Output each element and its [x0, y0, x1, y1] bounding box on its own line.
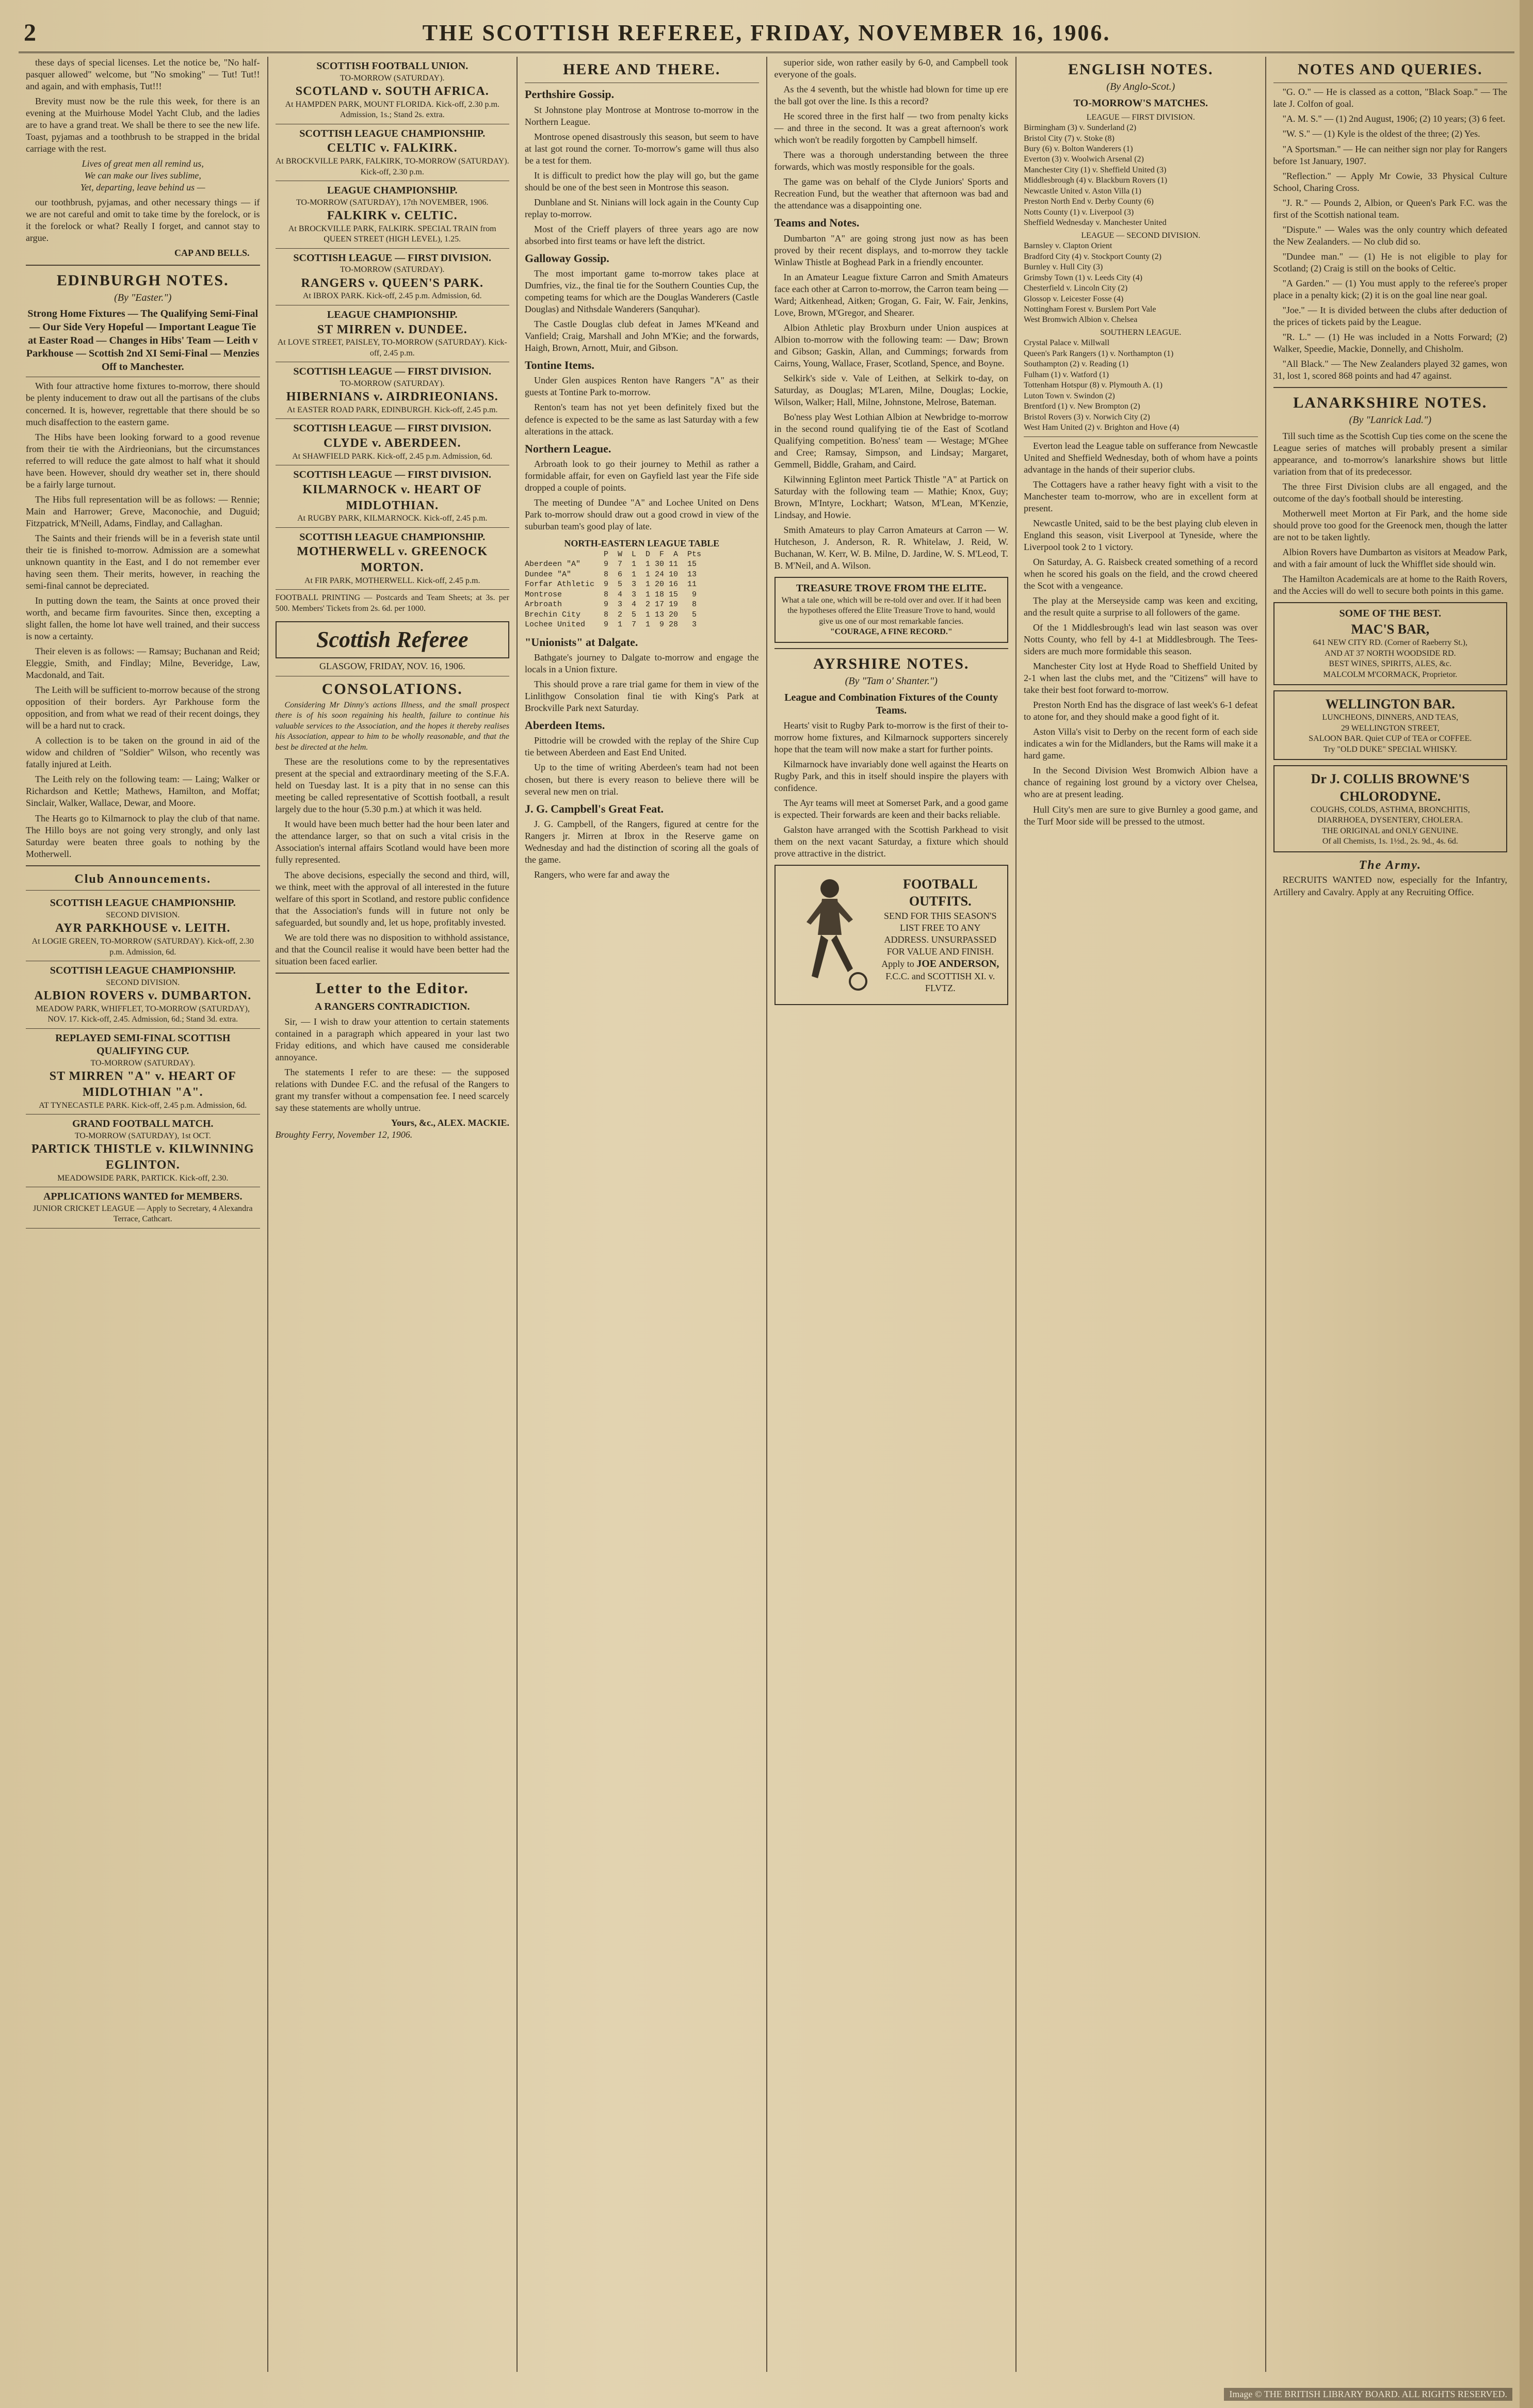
- section-heading: CONSOLATIONS.: [321, 680, 463, 698]
- list-item: Everton (3) v. Woolwich Arsenal (2): [1024, 155, 1144, 164]
- list-item: Bury (6) v. Bolton Wanderers (1): [1024, 144, 1133, 153]
- subsection-heading: Tontine Items.: [525, 359, 594, 372]
- signoff: CAP AND BELLS.: [174, 248, 250, 258]
- query-item: "Joe." — It is divided between the clubs after deduction of the prices of tickets paid by the League.: [1273, 304, 1507, 327]
- subsection-heading: Northern League.: [525, 442, 611, 455]
- paragraph: Everton lead the League table on sufferance from Newcastle United and Sheffield Wednesday, both of whom have a points advantage in the hands of their superior clubs.: [1024, 440, 1258, 475]
- list-item: Brentford (1) v. New Brompton (2): [1024, 402, 1140, 411]
- paragraph: Of the 1 Middlesbrough's lead win last season was over Notts County, who fell by 4-1 at Middlesbrough. The Tees-siders are much more formidable this season.: [1024, 622, 1258, 657]
- paragraph: Under Glen auspices Renton have Rangers "A" as their guests at Tontine Park to-morrow.: [525, 375, 759, 398]
- club-notice: SCOTTISH LEAGUE CHAMPIONSHIP. SECOND DIVISION. ALBION ROVERS v. DUMBARTON. MEADOW PARK, WHIFFLET, TO-MORROW (SATURDAY), NOV. 17. Kick-off, 2.45. Admission, 6d.; Stand 3d. extra.: [26, 961, 260, 1029]
- query-item: "All Black." — The New Zealanders played 32 games, won 31, lost 1, scored 868 points and had 47 against.: [1273, 359, 1507, 381]
- paragraph: The Hibs have been looking forward to a good revenue from their tie with the Airdrieonians, but the circumstances referred to will reduce the gate almost to half what it should have been. However, should dry weather set in, there should be a fairly large turnout.: [26, 431, 260, 490]
- paragraph: superior side, won rather easily by 6-0, and Campbell took everyone of the goals.: [774, 57, 1008, 80]
- paragraph: Manchester City lost at Hyde Road to Sheffield United by 2-1 when last the clubs met, and the "Citizens" will have to take their best foot forward to-morrow.: [1024, 661, 1258, 696]
- match-notice: SCOTTISH LEAGUE CHAMPIONSHIP. CELTIC v. FALKIRK. At BROCKVILLE PARK, FALKIRK, TO-MORROW (SATURDAY). Kick-off, 2.30 p.m.: [276, 124, 510, 181]
- paragraph: Motherwell meet Morton at Fir Park, and the home side should prove too good for the Greenock men, though the latter are not to be taken lightly.: [1273, 508, 1507, 543]
- column-4: [767, 57, 1017, 2372]
- paragraph: The Hamilton Academicals are at home to the Raith Rovers, and the Accies will do well to secure both points in this game.: [1273, 574, 1507, 596]
- dateline: GLASGOW, FRIDAY, NOV. 16, 1906.: [319, 661, 465, 672]
- paragraph: It is difficult to predict how the play will go, but the game should be one of the best seen in Montrose this season.: [525, 170, 759, 192]
- paragraph: Hull City's men are sure to give Burnley a good game, and the Turf Moor side will be pressed to the utmost.: [1024, 804, 1258, 827]
- query-item: "G. O." — He is classed as a cotton, "Black Soap." — The late J. Colfon of goal.: [1273, 87, 1507, 109]
- deck: League and Combination Fixtures of the County Teams.: [784, 691, 998, 717]
- query-item: "Dispute." — Wales was the only country which defeated the New Zealanders. — No club did so.: [1273, 224, 1507, 247]
- subsection-heading: Teams and Notes.: [774, 216, 860, 230]
- paragraph: On Saturday, A. G. Raisbeck created something of a record when he scored his goals on the field, and the crowd cheered the Scot with a vengeance.: [1024, 556, 1258, 591]
- paragraph: Till such time as the Scottish Cup ties come on the scene the League series of matches will probably present a similar appearance, and to-morrow's lanarkshire shows but little variation from that of its predecessor.: [1273, 431, 1507, 477]
- paragraph: Selkirk's side v. Vale of Leithen, at Selkirk to-day, on Saturday, as Douglas; M'Laren, Milne, Douglas; Lockie, Wilson, Walker; Hall, Milne, Johnstone, Melrose, Bateman.: [774, 373, 1008, 407]
- paragraph: Kilwinning Eglinton meet Partick Thistle "A" at Partick on Saturday with the following team — Mathie; Knox, Guy; Brown, M'Intyre, Lockhart; Watson, M'Lean, M'Kenzie, Lindsay, and Howie.: [774, 474, 1008, 521]
- divider: [26, 890, 260, 891]
- query-item: "A Sportsman." — He can neither sign nor play for Rangers before 1st January, 1907.: [1273, 143, 1507, 166]
- table-row: Arbroath 9 3 4 2 17 19 8: [525, 600, 697, 609]
- paragraph: Bo'ness play West Lothian Albion at Newbridge to-morrow in the second round qualifying tie of the East of Scotland Qualifying competition. Bo'ness' team — Westage; M'Ghee and Cree; Ramsay, Simpson, and Lindsay; Margaret, Gemmell, Biddle, Graham, and Caird.: [774, 411, 1008, 470]
- match-notice: LEAGUE CHAMPIONSHIP. ST MIRREN v. DUNDEE. At LOVE STREET, PAISLEY, TO-MORROW (SATURDAY). Kick-off, 2.45 p.m.: [276, 305, 510, 362]
- table-title: NORTH-EASTERN LEAGUE TABLE: [564, 538, 720, 548]
- printing-notice: FOOTBALL PRINTING — Postcards and Team Sheets; at 3s. per 500. Members' Tickets from 2s. 6d. per 1000.: [275, 593, 509, 613]
- paragraph: The most important game to-morrow takes place at Dumfries, viz., the final tie for the Southern Counties Cup, the competing teams for which are the Douglas Wanderers (Castle Douglas) and Nithsdale Wanderers (Sanquhar).: [525, 268, 759, 315]
- match-notice: SCOTTISH LEAGUE CHAMPIONSHIP. MOTHERWELL v. GREENOCK MORTON. At FIR PARK, MOTHERWELL. Kick-off, 2.45 p.m.: [276, 528, 510, 590]
- section-heading: The Army.: [1359, 858, 1422, 872]
- paragraph: In an Amateur League fixture Carron and Smith Amateurs face each other at Carron to-morrow, the Carron team being — Ward; Aitkenhead, Aitken; Grogan, G. Fair, W. Fair, Jenkins, Love, Brown, M'Gregor, and Shearer.: [774, 271, 1008, 318]
- paragraph: With four attractive home fixtures to-morrow, there should be plenty inducement to draw out all the partisans of the clubs concerned. It is, however, regrettable that there should be so much disaffection to the eastern game.: [26, 381, 260, 427]
- footballer-illustration-icon: [781, 873, 874, 997]
- match-notice: SCOTTISH FOOTBALL UNION. TO-MORROW (SATURDAY). SCOTLAND v. SOUTH AFRICA. At HAMPDEN PARK, MOUNT FLORIDA. Kick-off, 2.30 p.m. Admission, 1s.; Stand 2s. extra.: [276, 57, 510, 124]
- paragraph: Their eleven is as follows: — Ramsay; Buchanan and Reid; Eleggie, Smith, and Findlay; Milne, Beveridge, Law, Macdonald, and Tait.: [26, 646, 260, 681]
- lead-text: these days of special licenses. Let the notice be, "No half-pasquer allowed" welcome, but "No smoking" — Tut! Tut!! and again, and with emphasis, Tut!!!: [26, 57, 260, 92]
- list-item: Bradford City (4) v. Stockport County (2): [1024, 252, 1161, 261]
- paragraph: In the Second Division West Bromwich Albion have a chance of regaining lost ground by a victory over Chelsea, who are at present leading.: [1024, 765, 1258, 800]
- query-item: "Dundee man." — (1) He is not eligible to play for Scotland; (2) Craig is still on the books of Celtic.: [1273, 251, 1507, 273]
- section-heading: HERE AND THERE.: [563, 61, 721, 78]
- table-row: Lochee United 9 1 7 1 9 28 3: [525, 620, 697, 629]
- fixtures-list: [1024, 123, 1258, 229]
- byline: (By "Tam o' Shanter."): [845, 675, 938, 687]
- fixtures-subheading: LEAGUE — SECOND DIVISION.: [1081, 231, 1201, 240]
- letter-place: Broughty Ferry, November 12, 1906.: [275, 1129, 413, 1140]
- paragraph: The three First Division clubs are all engaged, and the outcome of the day's football should be interesting.: [1273, 481, 1507, 504]
- paragraph: Albion Athletic play Broxburn under Union auspices at Albion to-morrow with the following team: — Daw; Brown and Gibson; Gaskin, Allan, and Cummings; forwards from Cairns, Young, Wallace, Fraser, Scotland, Spence, and Boyne.: [774, 322, 1008, 368]
- paragraph: Arbroath look to go their journey to Methil as rather a formidable affair, for even on Gayfield last year the Fife side dropped a couple of points.: [525, 458, 759, 493]
- subsection-heading: Perthshire Gossip.: [525, 88, 615, 101]
- section-heading: ENGLISH NOTES.: [1068, 61, 1214, 78]
- divider: [26, 265, 260, 266]
- list-item: Tottenham Hotspur (8) v. Plymouth A. (1): [1024, 381, 1163, 390]
- paragraph: There was a thorough understanding between the three forwards, which was mostly responsible for the goals.: [774, 150, 1008, 172]
- section-heading: NOTES AND QUERIES.: [1297, 61, 1483, 78]
- paragraph: Sir, — I wish to draw your attention to certain statements contained in a paragraph which appeared in your last two Friday editions, and which have caused me considerable annoyance.: [275, 1016, 509, 1062]
- table-row: Forfar Athletic 9 5 3 1 20 16 11: [525, 580, 697, 589]
- paragraph: The Hearts go to Kilmarnock to play the club of that name. The Hillo boys are not going very strongly, and only last Saturday were beaten three goals to nothing by the Motherwell.: [26, 813, 260, 859]
- fixtures-list: [1024, 241, 1258, 326]
- paragraph: The Leith rely on the following team: — Laing; Walker or Richardson and Kettle; Mathews, Hamilton, and Moffat; Sinclair, Walker, Wallace, Dewar, and Moore.: [26, 774, 260, 809]
- section-heading: LANARKSHIRE NOTES.: [1293, 394, 1488, 412]
- column-5: [1016, 57, 1266, 2372]
- fixtures-subheading: SOUTHERN LEAGUE.: [1100, 328, 1182, 337]
- paragraph: Preston North End has the disgrace of last week's 6-1 defeat to atone for, and they should make a good fight of it.: [1024, 700, 1258, 722]
- list-item: Preston North End v. Derby County (6): [1024, 197, 1154, 206]
- list-item: Middlesbrough (4) v. Blackburn Rovers (1): [1024, 176, 1168, 185]
- consolation-intro: Considering Mr Dinny's actions Illness, and the small prospect there is of his soon regaining his health, failure to continue his valuable services to the Association, and the hopes it thereby realises his Association, appear to him to be wholly reasonable, and that the best be directed at the helm.: [275, 700, 509, 752]
- list-item: Bristol Rovers (3) v. Norwich City (2): [1024, 412, 1150, 422]
- list-item: Southampton (2) v. Reading (1): [1024, 360, 1128, 369]
- paragraph: Renton's team has not yet been definitely fixed but the defence is expected to be the same as last Saturday with a few alterations in the attack.: [525, 402, 759, 437]
- football-outfits-ad: FOOTBALL OUTFITS. SEND FOR THIS SEASON'S LIST FREE TO ANY ADDRESS. UNSURPASSED FOR VALUE AND FINISH. Apply to JOE ANDERSON, F.C.C. and SCOTTISH XI. v. FLVTZ.: [774, 865, 1009, 1005]
- query-item: "R. L." — (1) He was included in a Notts Forward; (2) Walker, Speedie, Mackie, Donnelly, and Chisholm.: [1273, 331, 1507, 354]
- list-item: Newcastle United v. Aston Villa (1): [1024, 186, 1141, 196]
- section-heading: AYRSHIRE NOTES.: [813, 655, 970, 672]
- page-number: 2: [24, 19, 36, 46]
- list-item: Fulham (1) v. Watford (1): [1024, 370, 1109, 379]
- column-6: [1266, 57, 1515, 2372]
- byline: (By "Easter."): [114, 292, 172, 303]
- league-table: [525, 538, 759, 630]
- paragraph: Albion Rovers have Dumbarton as visitors at Meadow Park, and with a fair amount of luck the Whifflet side should win.: [1273, 547, 1507, 570]
- paragraph: Dunblane and St. Ninians will lock again in the County Cup replay to-morrow.: [525, 197, 759, 219]
- list-item: West Bromwich Albion v. Chelsea: [1024, 315, 1138, 325]
- list-item: Barnsley v. Clapton Orient: [1024, 241, 1112, 251]
- poem-line: Yet, departing, leave behind us —: [80, 182, 205, 193]
- paragraph: The game was on behalf of the Clyde Juniors' Sports and Recreation Fund, but the weather that afternoon was bad and the attendance was a disappointing one.: [774, 176, 1008, 211]
- query-item: "A Garden." — (1) You must apply to the referee's proper place in a penalty kick; (2) it is on the goal line near goal.: [1273, 278, 1507, 300]
- list-item: Manchester City (1) v. Sheffield United (3): [1024, 165, 1167, 174]
- paragraph: It would have been much better had the hour been later and the attendance larger, so that on such a vital crisis in the Association's internal affairs Scotland would have been more fully represented.: [275, 819, 509, 865]
- paragraph: The Leith will be sufficient to-morrow because of the strong opposition of their borders. Ayr Parkhouse form the opposition, and from what we read of their recent doings, they will be a hard nut to crack.: [26, 685, 260, 731]
- paragraph: The Cottagers have a rather heavy fight with a visit to the Manchester team to-morrow, who are in excellent form at present.: [1024, 479, 1258, 513]
- advertisement: WELLINGTON BAR. LUNCHEONS, DINNERS, AND TEAS, 29 WELLINGTON STREET, SALOON BAR. Quiet CUP of TEA or COFFEE. Try "OLD DUKE" SPECIAL WHISKY.: [1273, 690, 1508, 760]
- list-item: Sheffield Wednesday v. Manchester United: [1024, 218, 1167, 228]
- list-item: Notts County (1) v. Liverpool (3): [1024, 207, 1134, 217]
- paragraph: He scored three in the first half — two from penalty kicks — and three in the second. It was a great afternoon's work which won't be readily forgotten by Campbell himself.: [774, 111, 1008, 146]
- list-item: West Ham United (2) v. Brighton and Hove (4): [1024, 423, 1180, 432]
- paragraph: Newcastle United, said to be the best playing club eleven in England this season, visit Liverpool at Tyneside, where the Liverpool took 2 to 1 victory.: [1024, 518, 1258, 552]
- masthead: [19, 15, 1514, 53]
- paragraph: Bathgate's journey to Dalgate to-morrow and engage the locals in a Union fixture.: [525, 652, 759, 675]
- table-row: Aberdeen "A" 9 7 1 1 30 11 15: [525, 560, 697, 569]
- match-notice: SCOTTISH LEAGUE — FIRST DIVISION. TO-MORROW (SATURDAY). RANGERS v. QUEEN'S PARK. At IBROX PARK. Kick-off, 2.45 p.m. Admission, 6d.: [276, 249, 510, 305]
- subsection-heading: J. G. Campbell's Great Feat.: [525, 802, 664, 815]
- list-item: Grimsby Town (1) v. Leeds City (4): [1024, 273, 1142, 282]
- paragraph: Pittodrie will be crowded with the replay of the Shire Cup tie between Aberdeen and East End United.: [525, 735, 759, 758]
- club-notice: REPLAYED SEMI-FINAL SCOTTISH QUALIFYING CUP. TO-MORROW (SATURDAY). ST MIRREN "A" v. HEART OF MIDLOTHIAN "A". AT TYNECASTLE PARK. Kick-off, 2.45 p.m. Admission, 6d.: [26, 1029, 260, 1115]
- paragraph: Hearts' visit to Rugby Park to-morrow is the first of their to-morrow home fixtures, and Kilmarnock supporters sincerely hope that the team will now make a start for further points.: [774, 720, 1008, 755]
- match-notice: SCOTTISH LEAGUE — FIRST DIVISION. TO-MORROW (SATURDAY). HIBERNIANS v. AIRDRIEONIANS. At EASTER ROAD PARK, EDINBURGH. Kick-off, 2.45 p.m.: [276, 362, 510, 419]
- paragraph: The statements I refer to are these: — the supposed relations with Dundee F.C. and the refusal of the Rangers to grant my transfer without a compensation fee. I need scarcely say these statements are wholly untrue.: [275, 1066, 509, 1113]
- paragraph: Galston have arranged with the Scottish Parkhead to visit them on the next vacant Saturday, a fixture which should prove attractive in the district.: [774, 825, 1008, 859]
- adjacent-page-edge: [1520, 0, 1533, 2408]
- section-heading: Club Announcements.: [74, 872, 212, 886]
- paragraph: RECRUITS WANTED now, especially for the Infantry, Artillery and Cavalry. Apply at any Recruiting Office.: [1273, 875, 1507, 897]
- query-item: "Reflection." — Apply Mr Cowie, 33 Physical Culture School, Charing Cross.: [1273, 170, 1507, 193]
- fixtures-list: [1024, 338, 1258, 433]
- list-item: Luton Town v. Swindon (2): [1024, 391, 1115, 400]
- fixtures-title: TO-MORROW'S MATCHES.: [1073, 97, 1208, 109]
- paragraph: The Castle Douglas club defeat in James M'Keand and Vanfield; Craig, Marshall and John M'Kie; and the forwards, Haigh, Brown, Arnott, Muir, and Gibson.: [525, 319, 759, 353]
- table-row: Montrose 8 4 3 1 18 15 9: [525, 590, 697, 599]
- list-item: Nottingham Forest v. Burslem Port Vale: [1024, 305, 1156, 314]
- section-heading: Letter to the Editor.: [315, 979, 469, 997]
- subsection-heading: Aberdeen Items.: [525, 719, 605, 732]
- paragraph: The above decisions, especially the second and third, will, we think, meet with the approval of all interested in the future welfare of this sport in Scotland, and restore public confidence that the Association's funds will in future not only be safeguarded, but soundly and, let us hope, profitably invested.: [275, 869, 509, 928]
- paragraph: our toothbrush, pyjamas, and other necessary things — if we are not careful and omit to take time by the forelock, or is it the forelock or what? Really I forget, and cannot stay to argue.: [26, 197, 260, 244]
- divider: [774, 648, 1009, 649]
- paragraph: These are the resolutions come to by the representatives present at the special and extraordinary meeting of the S.F.A. held on Tuesday last. It is a pity that in no sense can this meeting be called representative of Scottish football, a result largely due to the hour (5.30 p.m.) at which it was held.: [275, 756, 509, 815]
- list-item: Bristol City (7) v. Stoke (8): [1024, 134, 1115, 143]
- paragraph: We are told there was no disposition to withhold assistance, and that the Council realise it would have been better had the situation been faced earlier.: [275, 932, 509, 966]
- divider: [1273, 387, 1508, 388]
- club-notice: GRAND FOOTBALL MATCH. TO-MORROW (SATURDAY), 1st OCT. PARTICK THISTLE v. KILWINNING EGLINTON. MEADOWSIDE PARK, PARTICK. Kick-off, 2.30.: [26, 1114, 260, 1187]
- advertisement: SOME OF THE BEST. MAC'S BAR, 641 NEW CITY RD. (Corner of Raeberry St.), AND AT 37 NORTH WOODSIDE RD. BEST WINES, SPIRITS, ALES, &c. MALCOLM M'CORMACK, Proprietor.: [1273, 602, 1508, 685]
- byline: (By "Lanrick Lad."): [1349, 414, 1432, 426]
- page-title: THE SCOTTISH REFEREE, FRIDAY, NOVEMBER 16, 1906.: [422, 20, 1111, 45]
- query-item: "A. M. S." — (1) 2nd August, 1906; (2) 10 years; (3) 6 feet.: [1282, 114, 1506, 124]
- list-item: Glossop v. Leicester Fosse (4): [1024, 294, 1124, 303]
- paragraph: In putting down the team, the Saints at once proved their worth, and became firm favourites. Since then, excepting a slight fallen, the home lot have well trained, and their success is now a certainty.: [26, 595, 260, 642]
- column-1: [19, 57, 268, 2372]
- columns: [19, 57, 1514, 2372]
- column-2: [268, 57, 518, 2372]
- advertisement: Dr J. COLLIS BROWNE'S CHLORODYNE. COUGHS, COLDS, ASTHMA, BRONCHITIS, DIARRHOEA, DYSENTERY, CHOLERA. THE ORIGINAL and ONLY GENUINE. Of all Chemists, 1s. 1½d., 2s. 9d., 4s. 6d.: [1273, 765, 1508, 852]
- paragraph: The meeting of Dundee "A" and Lochee United on Dens Park to-morrow should draw out a good crowd in view of the suburban team's good play of late.: [525, 497, 759, 531]
- paragraph: St Johnstone play Montrose at Montrose to-morrow in the Northern League.: [525, 104, 759, 127]
- subsection-heading: "Unionists" at Dalgate.: [525, 635, 638, 649]
- paragraph: Most of the Crieff players of three years ago are now absorbed into first teams or have left the district.: [525, 223, 759, 246]
- subsection-heading: Galloway Gossip.: [525, 251, 609, 265]
- byline: (By Anglo-Scot.): [1106, 81, 1175, 93]
- divider: [276, 973, 510, 974]
- divider: [26, 865, 260, 866]
- match-notice: SCOTTISH LEAGUE — FIRST DIVISION. CLYDE v. ABERDEEN. At SHAWFIELD PARK. Kick-off, 2.45 p.m. Admission, 6d.: [276, 419, 510, 465]
- match-notice: LEAGUE CHAMPIONSHIP. TO-MORROW (SATURDAY), 17th NOVEMBER, 1906. FALKIRK v. CELTIC. At BROCKVILLE PARK, FALKIRK. SPECIAL TRAIN from QUEEN STREET (HIGH LEVEL), 1.25.: [276, 181, 510, 249]
- query-item: "W. S." — (1) Kyle is the oldest of the three; (2) Yes.: [1282, 128, 1480, 139]
- list-item: Crystal Palace v. Millwall: [1024, 338, 1110, 348]
- list-item: Birmingham (3) v. Sunderland (2): [1024, 123, 1137, 133]
- paragraph: The play at the Merseyside camp was keen and exciting, and the result quite a surprise to all followers of the game.: [1024, 595, 1258, 618]
- letter-signature: Yours, &c., ALEX. MACKIE.: [391, 1118, 509, 1128]
- club-notice: SCOTTISH LEAGUE CHAMPIONSHIP. SECOND DIVISION. AYR PARKHOUSE v. LEITH. At LOGIE GREEN, TO-MORROW (SATURDAY). Kick-off, 2.30 p.m. Admission, 6d.: [26, 894, 260, 961]
- paragraph: As the 4 seventh, but the whistle had blown for time up ere the ball got over the line. Is this a record?: [774, 84, 1008, 107]
- list-item: Chesterfield v. Lincoln City (2): [1024, 284, 1128, 293]
- paragraph: Aston Villa's visit to Derby on the recent form of each side indicates a win for the Midlanders, but the Rams will make it a hard game.: [1024, 726, 1258, 761]
- paragraph: Rangers, who were far and away the: [534, 869, 670, 880]
- list-item: Burnley v. Hull City (3): [1024, 263, 1103, 272]
- paragraph: Dumbarton "A" are going strong just now as has been proved by their recent displays, and to-morrow they tackle Winlaw Thistle at Boghead Park in a friendly encounter.: [774, 233, 1008, 267]
- column-3: [518, 57, 767, 2372]
- treasure-trove-box: TREASURE TROVE FROM THE ELITE. What a tale one, which will be re-told over and over. If it had been the hypotheses offered the Elite Treasure Trove to hand, would give us one of our most remarkable fancies. "COURAGE, A FINE RECORD.": [774, 577, 1009, 642]
- copyright-notice: Image © THE BRITISH LIBRARY BOARD. ALL RIGHTS RESERVED.: [1224, 2388, 1512, 2401]
- poem-line: Lives of great men all remind us,: [82, 158, 204, 169]
- paragraph: The Ayr teams will meet at Somerset Park, and a good game is expected. Their forwards are keen and their backs reliable.: [774, 798, 1008, 820]
- paragraph: This should prove a rare trial game for them in view of the Linlithgow Consolation final tie with King's Park at Brockville Park next Saturday.: [525, 679, 759, 714]
- paragraph: The Hibs full representation will be as follows: — Rennie; Main and Harrower; Greve, Maconochie, and Duguid; Fitzpatrick, M'Neill, Adams, Findlay, and Callaghan.: [26, 494, 260, 528]
- fixtures-subheading: LEAGUE — FIRST DIVISION.: [1086, 112, 1195, 122]
- query-item: "J. R." — Pounds 2, Albion, or Queen's Park F.C. was the first of the Scottish national team.: [1273, 197, 1507, 220]
- paragraph: A collection is to be taken on the ground in aid of the widow and children of "Soldier" Wilson, who recently was fatally injured at Leith.: [26, 735, 260, 770]
- paragraph: Smith Amateurs to play Carron Amateurs at Carron — W. Hutcheson, J. Anderson, R. R. Whitelaw, J. Reid, W. Buchanan, W. Kerr, W. B. Milne, D. Jardine, W. S. M'Leod, T. B. M'Neil, and A. Wilson.: [774, 525, 1008, 571]
- paragraph: Up to the time of writing Aberdeen's team had not been chosen, but there is every reason to believe there will be several new men on trial.: [525, 762, 759, 797]
- table-row: Dundee "A" 8 6 1 1 24 10 13: [525, 570, 697, 579]
- deck: Strong Home Fixtures — The Qualifying Semi-Final — Our Side Very Hopeful — Important League Tie at Easter Road — Changes in Hibs' Team — Leith v Parkhouse — Scottish 2nd XI Semi-Final — Menzies Off to Manchester.: [26, 308, 260, 373]
- paragraph: Brevity must now be the rule this week, for there is an evening at the Muirhouse Model Yacht Club, and the ladies are to have a grand treat. We shall be there to see the new life. Toast, pyjamas and a toothbrush to be strapped in the bridal carriage with the rest.: [26, 96, 260, 154]
- list-item: Queen's Park Rangers (1) v. Northampton (1): [1024, 349, 1174, 358]
- poem-line: We can make our lives sublime,: [84, 170, 201, 181]
- paragraph: The Saints and their friends will be in a feverish state until their tie is finished to-morrow. Admission are a somewhat unknown quantity in the East, and I do not remember ever having seen them. Their merits, however, in reaching the semi-final cannot be depreciated.: [26, 532, 260, 591]
- table-header: P W L D F A Pts: [525, 550, 702, 559]
- newspaper-flag: Scottish Referee: [276, 621, 510, 658]
- paragraph: J. G. Campbell, of the Rangers, figured at centre for the Rangers jr. Mirren at Ibrox in the Reserve game on Wednesday and had the distinction of scoring all the goals of the game.: [525, 818, 759, 865]
- paragraph: Montrose opened disastrously this season, but seem to have at last got round the corner. To-morrow's game will thus also be a test for them.: [525, 131, 759, 166]
- club-notice: APPLICATIONS WANTED for MEMBERS. JUNIOR CRICKET LEAGUE — Apply to Secretary, 4 Alexandra Terrace, Cathcart.: [26, 1187, 260, 1229]
- letter-subtitle: A RANGERS CONTRADICTION.: [314, 1001, 470, 1013]
- paragraph: Kilmarnock have invariably done well against the Hearts on Rugby Park, and this in itself should inspire the players with confidence.: [774, 759, 1008, 794]
- section-heading: EDINBURGH NOTES.: [56, 271, 229, 289]
- match-notice: SCOTTISH LEAGUE — FIRST DIVISION. KILMARNOCK v. HEART OF MIDLOTHIAN. At RUGBY PARK, KILMARNOCK. Kick-off, 2.45 p.m.: [276, 465, 510, 528]
- poem: [26, 158, 260, 193]
- table-row: Brechin City 8 2 5 1 13 20 5: [525, 610, 697, 619]
